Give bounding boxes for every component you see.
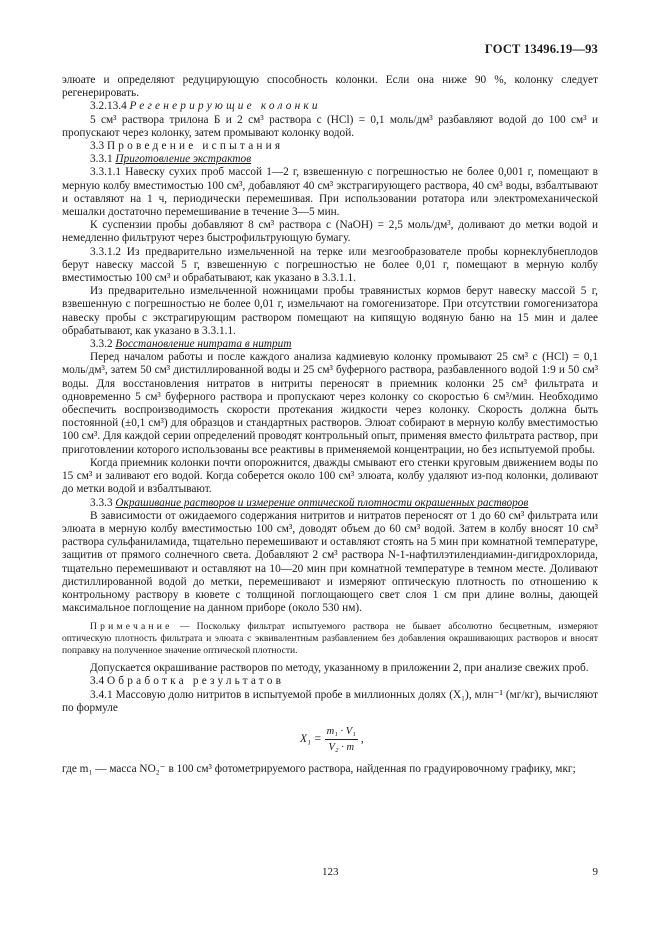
section-number: 3.4 xyxy=(90,675,105,688)
section-number: 3.2.13.4 xyxy=(90,100,127,113)
section-heading xyxy=(62,153,598,166)
document-body xyxy=(62,74,598,776)
paragraph: где m₁ — масса NO₂⁻ в 100 см³ фотометрируемого раствора, найденная по градуировочному графику, мкг; xyxy=(62,762,576,775)
paragraph: В зависимости от ожидаемого содержания нитритов и нитратов переносят от 1 до 60 см³ фильтрата или элюата в мерную колбу вместимостью 100 см³, доводят объем до 60 см³ водой. Затем в колбу вносят 10 см³ раствора сульфаниламида, тщательно перемешивают и оставляют стоять на 5 мин при комнатной температуре, защитив от прямого солнечного света. Добавляют 2 см³ раствора N-1-нафтилэтилендиамин-дигидрохлорида, тщательно перемешивают и оставляют на 10—20 мин при комнатной температуре в темном месте. Доливают дистиллированной водой до метки, перемешивают и измеряют оптическую плотность по отношению к контрольному раствору в кювете с толщиной поглощающего свет слоя 1 см при длине волны, дающей максимальное поглощение на данном приборе (около 530 нм). xyxy=(62,509,598,615)
section-title: Приготовление экстрактов xyxy=(115,153,252,166)
paragraph: Допускается окрашивание растворов по методу, указанному в приложении 2, при анализе свежих проб. xyxy=(90,662,589,675)
paragraph: 3.4.1 Массовую долю нитритов в испытуемой пробе в миллионных долях (X₁), млн⁻¹ (мг/кг), вычисляют по формуле xyxy=(62,688,598,714)
section-heading xyxy=(62,100,598,113)
section-title: Проведение испытания xyxy=(106,140,284,153)
section-number: 3.3.2 xyxy=(90,338,113,351)
note-label: Примечание xyxy=(90,621,173,633)
formula-numerator: m₁ · V₁ xyxy=(325,725,358,740)
paragraph: К суспензии пробы добавляют 8 см³ раствора с (NaOH) = 2,5 моль/дм³, доливают до метки водой и немедленно фильтруют через быстрофильтрующую бумагу. xyxy=(62,219,598,245)
note xyxy=(62,621,598,656)
paragraph: 5 см³ раствора трилона Б и 2 см³ раствора с (HCl) = 0,1 моль/дм³ разбавляют водой до 100 см³ и пропускают через колонку, затем промывают колонку водой. xyxy=(62,113,598,139)
section-title: Окрашивание растворов и измерение оптической плотности окрашенных растворов xyxy=(115,496,529,509)
paragraph: 3.3.1.1 Навеску сухих проб массой 1—2 г, взвешенную с погрешностью не более 0,001 г, помещают в мерную колбу вместимостью 100 см³, добавляют 40 см³ экстрагирующего раствора, 40 см³ воды, взбалтывают и оставляют на 1 ч, периодически перемешивая. При использовании ротатора или электромеханической мешалки достаточно перемешивание в течение 3—5 мин. xyxy=(62,166,598,219)
section-heading xyxy=(62,675,598,688)
section-heading xyxy=(62,497,598,510)
section-heading xyxy=(62,140,598,153)
standard-header: ГОСТ 13496.19—93 xyxy=(484,42,598,56)
formula-lhs: X₁ = xyxy=(300,733,322,746)
formula-fraction xyxy=(325,725,358,754)
paragraph: Из предварительно измельченной ножницами пробы травянистых кормов берут навеску массой 5 г, взвешенную с погрешностью не более 0,01 г, измельчают на гомогенизаторе. При отсутствии гомогенизатора навеску пробы с экстрагирующим раствором помещают на кипящую водяную баню на 15 мин и далее обрабатывают, как указано в 3.3.1.1. xyxy=(62,285,598,337)
paragraph: 3.3.1.2 Из предварительно измельченной на терке или мезгообразователе пробы корнеклубнеплодов берут навеску массой 5 г, взвешенную с погрешностью не более 0,01 г, помещают в мерную колбу вместимостью 100 см³ и обрабатывают, как указано в 3.3.1.1. xyxy=(62,245,598,285)
section-title: Обработка результатов xyxy=(106,675,285,688)
section-number: 3.3.3 xyxy=(90,496,113,509)
formula xyxy=(62,719,598,759)
section-heading xyxy=(62,338,598,351)
section-number: 3.3 xyxy=(90,140,105,153)
paragraph: Перед началом работы и после каждого анализа кадмиевую колонку промывают 25 см³ с (HCl) = 0,1 моль/дм³, затем 50 см³ дистиллированной воды и 25 см³ буферного раствора, разбавленного водой 1:9 и 50 см³ воды. Для восстановления нитратов в нитриты переносят в приемник колонки 25 см³ фильтрата и одновременно 5 см³ буферного раствора и пропускают через колонку со скоростью 6 см³/мин. Необходимо обеспечить воспроизводимость скорости протекания жидкости через колонку. Скорость должна быть постоянной (±0,1 см³) для образцов и стандартных растворов. Элюат собирают в мерную колбу вместимостью 100 см³. Для каждой серии определений проводят контрольный опыт, применяя вместо фильтрата раствор, при приготовлении которого использованы все реактивы в применяемой концентрации, но без испытуемой пробы. xyxy=(62,351,598,456)
formula-tail: , xyxy=(360,733,364,746)
sheet-number: 9 xyxy=(592,866,598,878)
paragraph: элюате и определяют редуцирующую способность колонки. Если она ниже 90 %, колонку следует регенерировать. xyxy=(62,74,598,100)
page-number: 123 xyxy=(322,866,339,878)
section-number: 3.3.1 xyxy=(90,153,113,166)
section-title: Восстановление нитрата в нитрит xyxy=(115,338,292,351)
section-title: Регенерирующие колонки xyxy=(129,100,321,113)
note-text: — Поскольку фильтрат испытуемого раствора не бывает абсолютно бесцветным, измеряют оптическую плотность фильтрата и элюата с эквивалентным разбавлением без добавления окрашивающих растворов и вносят поправку на полученное значение оптической плотности. xyxy=(62,621,598,656)
paragraph: Когда приемник колонки почти опорожнится, дважды смывают его стенки круговым движением воды по 15 см³ и заливают его водой. Когда соберется около 100 см³ элюата, колбу удаляют из-под колонки, доливают до метки водой и взбалтывают. xyxy=(62,456,598,496)
formula-denominator: V₂ · m xyxy=(328,742,355,754)
